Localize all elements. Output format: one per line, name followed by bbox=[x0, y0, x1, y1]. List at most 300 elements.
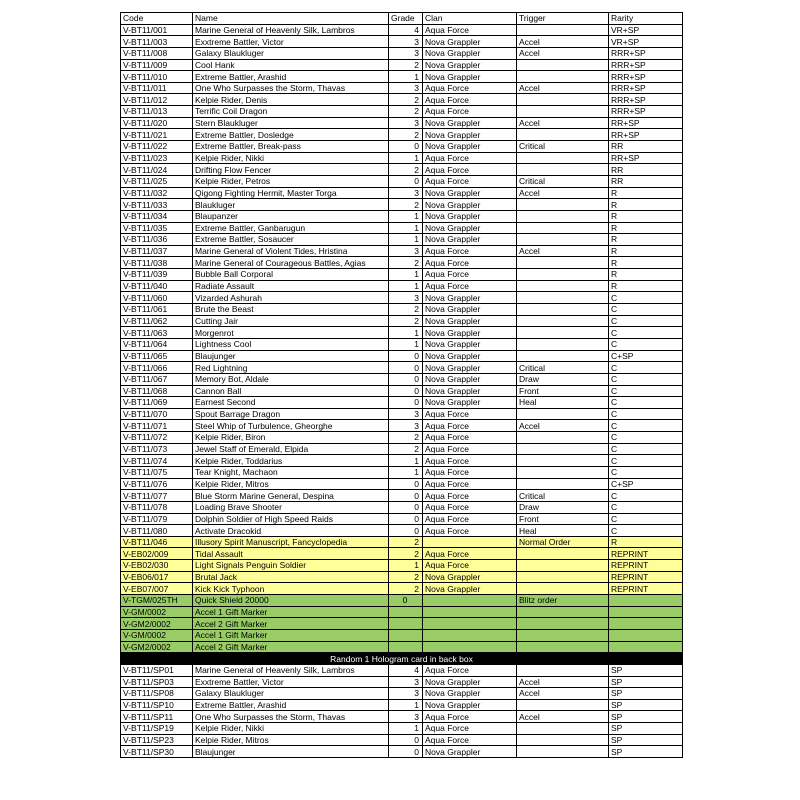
cell-rarity: RRR+SP bbox=[609, 82, 683, 94]
table-row bbox=[121, 385, 683, 397]
cell-name: Stern Blaukluger bbox=[193, 117, 389, 129]
cell-clan: Aqua Force bbox=[423, 466, 517, 478]
cell-rarity: RR bbox=[609, 175, 683, 187]
cell-trigger bbox=[517, 746, 609, 758]
cell-name: Kelpie Rider, Biron bbox=[193, 432, 389, 444]
card-rows bbox=[121, 24, 683, 653]
cell-code: V-EB06/017 bbox=[121, 571, 193, 583]
cell-clan: Nova Grappler bbox=[423, 129, 517, 141]
cell-code: V-BT11/011 bbox=[121, 82, 193, 94]
cell-code: V-BT11/038 bbox=[121, 257, 193, 269]
cell-clan: Nova Grappler bbox=[423, 315, 517, 327]
cell-name: Jewel Staff of Emerald, Elpida bbox=[193, 443, 389, 455]
cell-grade bbox=[389, 606, 423, 618]
cell-name: Light Signals Penguin Soldier bbox=[193, 560, 389, 572]
cell-rarity: R bbox=[609, 280, 683, 292]
cell-name: Accel 2 Gift Marker bbox=[193, 641, 389, 653]
cell-rarity: R bbox=[609, 245, 683, 257]
cell-trigger: Accel bbox=[517, 245, 609, 257]
cell-trigger bbox=[517, 234, 609, 246]
cell-code: V-BT11/008 bbox=[121, 47, 193, 59]
cell-grade bbox=[389, 629, 423, 641]
cell-grade: 1 bbox=[389, 222, 423, 234]
cell-code: V-BT11/065 bbox=[121, 350, 193, 362]
cell-grade: 3 bbox=[389, 711, 423, 723]
table-row bbox=[121, 292, 683, 304]
cell-rarity bbox=[609, 641, 683, 653]
table-row bbox=[121, 106, 683, 118]
cell-grade: 0 bbox=[389, 141, 423, 153]
cell-code: V-BT11/070 bbox=[121, 408, 193, 420]
cell-clan bbox=[423, 641, 517, 653]
cell-clan: Nova Grappler bbox=[423, 117, 517, 129]
cell-name: Red Lightning bbox=[193, 362, 389, 374]
cell-rarity: SP bbox=[609, 723, 683, 735]
cell-code: V-BT11/025 bbox=[121, 175, 193, 187]
cell-grade: 2 bbox=[389, 94, 423, 106]
cell-trigger bbox=[517, 71, 609, 83]
cell-name: Loading Brave Shooter bbox=[193, 501, 389, 513]
cell-grade: 0 bbox=[389, 595, 423, 607]
cell-clan: Aqua Force bbox=[423, 245, 517, 257]
cell-code: V-GM2/0002 bbox=[121, 618, 193, 630]
cell-code: V-BT11/SP08 bbox=[121, 688, 193, 700]
cell-trigger bbox=[517, 257, 609, 269]
cell-trigger bbox=[517, 618, 609, 630]
hologram-banner: Random 1 Hologram card in back box bbox=[121, 653, 683, 665]
cell-name: Radiate Assault bbox=[193, 280, 389, 292]
cell-trigger: Accel bbox=[517, 187, 609, 199]
cell-name: Accel 1 Gift Marker bbox=[193, 629, 389, 641]
table-row bbox=[121, 571, 683, 583]
cell-name: Illusory Spirit Manuscript, Fancyclopedia bbox=[193, 536, 389, 548]
cell-clan: Nova Grappler bbox=[423, 36, 517, 48]
table-row bbox=[121, 315, 683, 327]
cell-code: V-BT11/066 bbox=[121, 362, 193, 374]
cell-trigger: Heal bbox=[517, 397, 609, 409]
cell-clan: Aqua Force bbox=[423, 478, 517, 490]
card-list-table bbox=[120, 12, 683, 758]
cell-name: Dolphin Soldier of High Speed Raids bbox=[193, 513, 389, 525]
cell-grade: 2 bbox=[389, 129, 423, 141]
cell-rarity: C bbox=[609, 408, 683, 420]
table-row bbox=[121, 711, 683, 723]
cell-name: Kelpie Rider, Nikki bbox=[193, 152, 389, 164]
header-grade: Grade bbox=[389, 13, 423, 25]
cell-name: Kelpie Rider, Nikki bbox=[193, 723, 389, 735]
cell-rarity: SP bbox=[609, 699, 683, 711]
cell-clan: Aqua Force bbox=[423, 106, 517, 118]
cell-trigger bbox=[517, 560, 609, 572]
cell-trigger: Front bbox=[517, 385, 609, 397]
cell-grade: 0 bbox=[389, 385, 423, 397]
cell-trigger bbox=[517, 466, 609, 478]
cell-trigger: Heal bbox=[517, 525, 609, 537]
cell-clan: Nova Grappler bbox=[423, 222, 517, 234]
cell-trigger: Critical bbox=[517, 490, 609, 502]
cell-name: Vizarded Ashurah bbox=[193, 292, 389, 304]
cell-clan: Nova Grappler bbox=[423, 199, 517, 211]
cell-clan: Aqua Force bbox=[423, 560, 517, 572]
cell-grade: 2 bbox=[389, 571, 423, 583]
cell-clan: Nova Grappler bbox=[423, 47, 517, 59]
cell-name: Kelpie Rider, Petros bbox=[193, 175, 389, 187]
cell-clan: Aqua Force bbox=[423, 164, 517, 176]
header-rarity: Rarity bbox=[609, 13, 683, 25]
cell-name: One Who Surpasses the Storm, Thavas bbox=[193, 82, 389, 94]
cell-trigger bbox=[517, 548, 609, 560]
cell-clan: Nova Grappler bbox=[423, 350, 517, 362]
table-row bbox=[121, 560, 683, 572]
cell-clan: Aqua Force bbox=[423, 548, 517, 560]
cell-trigger: Draw bbox=[517, 501, 609, 513]
cell-name: Extreme Battler, Arashid bbox=[193, 699, 389, 711]
cell-code: V-BT11/074 bbox=[121, 455, 193, 467]
cell-code: V-BT11/062 bbox=[121, 315, 193, 327]
cell-grade: 1 bbox=[389, 280, 423, 292]
cell-code: V-BT11/067 bbox=[121, 373, 193, 385]
banner-row bbox=[121, 653, 683, 665]
cell-grade: 1 bbox=[389, 71, 423, 83]
cell-trigger: Accel bbox=[517, 47, 609, 59]
cell-grade: 1 bbox=[389, 560, 423, 572]
cell-grade: 2 bbox=[389, 304, 423, 316]
cell-grade: 3 bbox=[389, 688, 423, 700]
cell-grade: 4 bbox=[389, 664, 423, 676]
cell-clan: Nova Grappler bbox=[423, 71, 517, 83]
cell-trigger bbox=[517, 94, 609, 106]
cell-code: V-BT11/061 bbox=[121, 304, 193, 316]
cell-name: Steel Whip of Turbulence, Gheorghe bbox=[193, 420, 389, 432]
cell-name: Marine General of Heavenly Silk, Lambros bbox=[193, 24, 389, 36]
cell-name: Quick Shield 20000 bbox=[193, 595, 389, 607]
cell-code: V-BT11/SP23 bbox=[121, 734, 193, 746]
cell-rarity: SP bbox=[609, 676, 683, 688]
cell-clan: Nova Grappler bbox=[423, 676, 517, 688]
cell-grade: 3 bbox=[389, 47, 423, 59]
cell-grade: 1 bbox=[389, 210, 423, 222]
cell-name: Exxtreme Battler, Victor bbox=[193, 676, 389, 688]
cell-clan: Nova Grappler bbox=[423, 571, 517, 583]
cell-name: Extreme Battler, Arashid bbox=[193, 71, 389, 83]
cell-grade: 3 bbox=[389, 245, 423, 257]
cell-clan: Aqua Force bbox=[423, 94, 517, 106]
table-row bbox=[121, 699, 683, 711]
cell-clan: Aqua Force bbox=[423, 711, 517, 723]
cell-code: V-BT11/076 bbox=[121, 478, 193, 490]
table-row bbox=[121, 164, 683, 176]
cell-clan: Aqua Force bbox=[423, 269, 517, 281]
table-row bbox=[121, 466, 683, 478]
cell-rarity: C+SP bbox=[609, 478, 683, 490]
cell-clan: Aqua Force bbox=[423, 501, 517, 513]
cell-grade: 2 bbox=[389, 257, 423, 269]
cell-rarity: R bbox=[609, 257, 683, 269]
cell-grade: 0 bbox=[389, 373, 423, 385]
cell-trigger bbox=[517, 350, 609, 362]
table-row bbox=[121, 664, 683, 676]
table-row bbox=[121, 443, 683, 455]
cell-code: V-BT11/035 bbox=[121, 222, 193, 234]
cell-code: V-GM2/0002 bbox=[121, 641, 193, 653]
cell-rarity: REPRINT bbox=[609, 548, 683, 560]
cell-rarity: REPRINT bbox=[609, 571, 683, 583]
table-row bbox=[121, 47, 683, 59]
cell-code: V-BT11/032 bbox=[121, 187, 193, 199]
table-row bbox=[121, 338, 683, 350]
cell-rarity: C bbox=[609, 525, 683, 537]
table-row bbox=[121, 141, 683, 153]
cell-trigger bbox=[517, 606, 609, 618]
cell-grade: 1 bbox=[389, 269, 423, 281]
cell-code: V-BT11/SP30 bbox=[121, 746, 193, 758]
header-trigger: Trigger bbox=[517, 13, 609, 25]
cell-grade: 1 bbox=[389, 338, 423, 350]
header-code: Code bbox=[121, 13, 193, 25]
cell-grade: 4 bbox=[389, 24, 423, 36]
cell-clan: Aqua Force bbox=[423, 24, 517, 36]
cell-trigger bbox=[517, 699, 609, 711]
cell-rarity: C bbox=[609, 292, 683, 304]
table-row bbox=[121, 420, 683, 432]
table-row bbox=[121, 199, 683, 211]
cell-name: Kelpie Rider, Mitros bbox=[193, 734, 389, 746]
cell-rarity: C bbox=[609, 338, 683, 350]
cell-grade: 3 bbox=[389, 292, 423, 304]
table-row bbox=[121, 734, 683, 746]
cell-grade: 3 bbox=[389, 82, 423, 94]
cell-rarity: RR bbox=[609, 164, 683, 176]
table-row bbox=[121, 187, 683, 199]
cell-rarity: R bbox=[609, 234, 683, 246]
cell-grade: 0 bbox=[389, 362, 423, 374]
cell-grade: 1 bbox=[389, 234, 423, 246]
cell-grade: 0 bbox=[389, 478, 423, 490]
cell-grade: 2 bbox=[389, 536, 423, 548]
cell-rarity: RRR+SP bbox=[609, 59, 683, 71]
table-row bbox=[121, 117, 683, 129]
table-row bbox=[121, 222, 683, 234]
cell-code: V-BT11/SP19 bbox=[121, 723, 193, 735]
cell-code: V-BT11/037 bbox=[121, 245, 193, 257]
cell-rarity: C bbox=[609, 385, 683, 397]
cell-code: V-EB02/030 bbox=[121, 560, 193, 572]
cell-trigger bbox=[517, 24, 609, 36]
cell-name: Kelpie Rider, Toddarius bbox=[193, 455, 389, 467]
cell-trigger bbox=[517, 455, 609, 467]
cell-name: Extreme Battler, Break-pass bbox=[193, 141, 389, 153]
cell-name: Terrific Coil Dragon bbox=[193, 106, 389, 118]
cell-trigger bbox=[517, 164, 609, 176]
cell-grade: 0 bbox=[389, 734, 423, 746]
cell-name: Extreme Battler, Ganbarugun bbox=[193, 222, 389, 234]
cell-grade: 0 bbox=[389, 175, 423, 187]
cell-clan: Aqua Force bbox=[423, 443, 517, 455]
header-row bbox=[121, 13, 683, 25]
table-row bbox=[121, 362, 683, 374]
table-row bbox=[121, 397, 683, 409]
header-name: Name bbox=[193, 13, 389, 25]
cell-trigger bbox=[517, 129, 609, 141]
cell-trigger bbox=[517, 443, 609, 455]
cell-grade: 2 bbox=[389, 315, 423, 327]
cell-rarity: C bbox=[609, 432, 683, 444]
cell-rarity: C bbox=[609, 315, 683, 327]
cell-clan: Nova Grappler bbox=[423, 304, 517, 316]
cell-code: V-BT11/075 bbox=[121, 466, 193, 478]
table-row bbox=[121, 548, 683, 560]
table-row bbox=[121, 82, 683, 94]
table-row bbox=[121, 350, 683, 362]
cell-grade: 3 bbox=[389, 676, 423, 688]
cell-rarity: C bbox=[609, 501, 683, 513]
cell-trigger bbox=[517, 304, 609, 316]
cell-name: Brute the Beast bbox=[193, 304, 389, 316]
cell-rarity: C+SP bbox=[609, 350, 683, 362]
cell-trigger bbox=[517, 280, 609, 292]
table-row bbox=[121, 746, 683, 758]
table-row bbox=[121, 59, 683, 71]
cell-trigger bbox=[517, 432, 609, 444]
cell-rarity: R bbox=[609, 536, 683, 548]
cell-name: Blaujunger bbox=[193, 350, 389, 362]
cell-rarity bbox=[609, 595, 683, 607]
cell-trigger: Critical bbox=[517, 141, 609, 153]
cell-code: V-BT11/012 bbox=[121, 94, 193, 106]
cell-code: V-BT11/077 bbox=[121, 490, 193, 502]
table-row bbox=[121, 525, 683, 537]
cell-trigger: Accel bbox=[517, 82, 609, 94]
cell-clan: Nova Grappler bbox=[423, 187, 517, 199]
cell-name: Tear Knight, Machaon bbox=[193, 466, 389, 478]
cell-code: V-BT11/073 bbox=[121, 443, 193, 455]
cell-code: V-BT11/071 bbox=[121, 420, 193, 432]
cell-clan: Aqua Force bbox=[423, 432, 517, 444]
cell-name: One Who Surpasses the Storm, Thavas bbox=[193, 711, 389, 723]
cell-grade: 2 bbox=[389, 59, 423, 71]
cell-clan: Aqua Force bbox=[423, 734, 517, 746]
cell-code: V-BT11/SP10 bbox=[121, 699, 193, 711]
cell-code: V-BT11/021 bbox=[121, 129, 193, 141]
cell-code: V-BT11/068 bbox=[121, 385, 193, 397]
cell-rarity: C bbox=[609, 327, 683, 339]
cell-clan: Nova Grappler bbox=[423, 362, 517, 374]
cell-clan bbox=[423, 618, 517, 630]
cell-rarity: SP bbox=[609, 746, 683, 758]
cell-grade: 1 bbox=[389, 466, 423, 478]
table-row bbox=[121, 175, 683, 187]
cell-clan: Nova Grappler bbox=[423, 385, 517, 397]
cell-code: V-BT11/SP01 bbox=[121, 664, 193, 676]
cell-code: V-BT11/003 bbox=[121, 36, 193, 48]
cell-grade: 0 bbox=[389, 525, 423, 537]
cell-trigger bbox=[517, 629, 609, 641]
cell-clan: Aqua Force bbox=[423, 490, 517, 502]
cell-name: Galaxy Blaukluger bbox=[193, 47, 389, 59]
cell-code: V-EB02/009 bbox=[121, 548, 193, 560]
cell-clan bbox=[423, 536, 517, 548]
cell-code: V-BT11/040 bbox=[121, 280, 193, 292]
cell-name: Qigong Fighting Hermit, Master Torga bbox=[193, 187, 389, 199]
table-row bbox=[121, 583, 683, 595]
cell-grade: 3 bbox=[389, 187, 423, 199]
cell-trigger: Normal Order bbox=[517, 536, 609, 548]
table-row bbox=[121, 129, 683, 141]
cell-trigger: Accel bbox=[517, 676, 609, 688]
cell-name: Spout Barrage Dragon bbox=[193, 408, 389, 420]
cell-code: V-BT11/010 bbox=[121, 71, 193, 83]
cell-trigger bbox=[517, 734, 609, 746]
cell-rarity: C bbox=[609, 362, 683, 374]
cell-trigger bbox=[517, 106, 609, 118]
cell-clan: Aqua Force bbox=[423, 280, 517, 292]
cell-clan: Aqua Force bbox=[423, 82, 517, 94]
cell-grade: 0 bbox=[389, 350, 423, 362]
cell-rarity bbox=[609, 606, 683, 618]
table-row bbox=[121, 455, 683, 467]
cell-rarity: VR+SP bbox=[609, 36, 683, 48]
cell-grade: 0 bbox=[389, 397, 423, 409]
cell-clan: Aqua Force bbox=[423, 152, 517, 164]
cell-rarity: C bbox=[609, 443, 683, 455]
cell-rarity: C bbox=[609, 420, 683, 432]
table-row bbox=[121, 234, 683, 246]
cell-code: V-TGM/025TH bbox=[121, 595, 193, 607]
cell-grade: 3 bbox=[389, 117, 423, 129]
cell-code: V-BT11/SP11 bbox=[121, 711, 193, 723]
cell-clan: Aqua Force bbox=[423, 723, 517, 735]
cell-rarity: C bbox=[609, 397, 683, 409]
cell-name: Extreme Battler, Dosledge bbox=[193, 129, 389, 141]
cell-code: V-BT11/039 bbox=[121, 269, 193, 281]
cell-code: V-BT11/024 bbox=[121, 164, 193, 176]
cell-grade: 3 bbox=[389, 36, 423, 48]
cell-trigger bbox=[517, 59, 609, 71]
cell-clan: Nova Grappler bbox=[423, 583, 517, 595]
cell-rarity: C bbox=[609, 455, 683, 467]
cell-name: Kelpie Rider, Denis bbox=[193, 94, 389, 106]
cell-trigger: Accel bbox=[517, 36, 609, 48]
cell-clan: Aqua Force bbox=[423, 455, 517, 467]
cell-name: Blue Storm Marine General, Despina bbox=[193, 490, 389, 502]
cell-trigger bbox=[517, 327, 609, 339]
cell-name: Bubble Ball Corporal bbox=[193, 269, 389, 281]
cell-grade: 1 bbox=[389, 152, 423, 164]
cell-trigger: Accel bbox=[517, 688, 609, 700]
cell-name: Marine General of Courageous Battles, Agias bbox=[193, 257, 389, 269]
cell-grade: 2 bbox=[389, 164, 423, 176]
cell-rarity: RRR+SP bbox=[609, 94, 683, 106]
cell-clan: Nova Grappler bbox=[423, 699, 517, 711]
cell-name: Drifting Flow Fencer bbox=[193, 164, 389, 176]
table-row bbox=[121, 71, 683, 83]
cell-code: V-BT11/023 bbox=[121, 152, 193, 164]
cell-code: V-BT11/036 bbox=[121, 234, 193, 246]
cell-rarity: C bbox=[609, 513, 683, 525]
cell-trigger bbox=[517, 571, 609, 583]
cell-rarity bbox=[609, 629, 683, 641]
cell-grade: 2 bbox=[389, 443, 423, 455]
cell-grade: 1 bbox=[389, 723, 423, 735]
banner-section bbox=[121, 653, 683, 665]
cell-grade: 0 bbox=[389, 513, 423, 525]
cell-rarity: RRR+SP bbox=[609, 71, 683, 83]
cell-trigger bbox=[517, 222, 609, 234]
cell-clan: Aqua Force bbox=[423, 408, 517, 420]
cell-code: V-BT11/001 bbox=[121, 24, 193, 36]
cell-clan: Nova Grappler bbox=[423, 141, 517, 153]
cell-rarity: REPRINT bbox=[609, 583, 683, 595]
